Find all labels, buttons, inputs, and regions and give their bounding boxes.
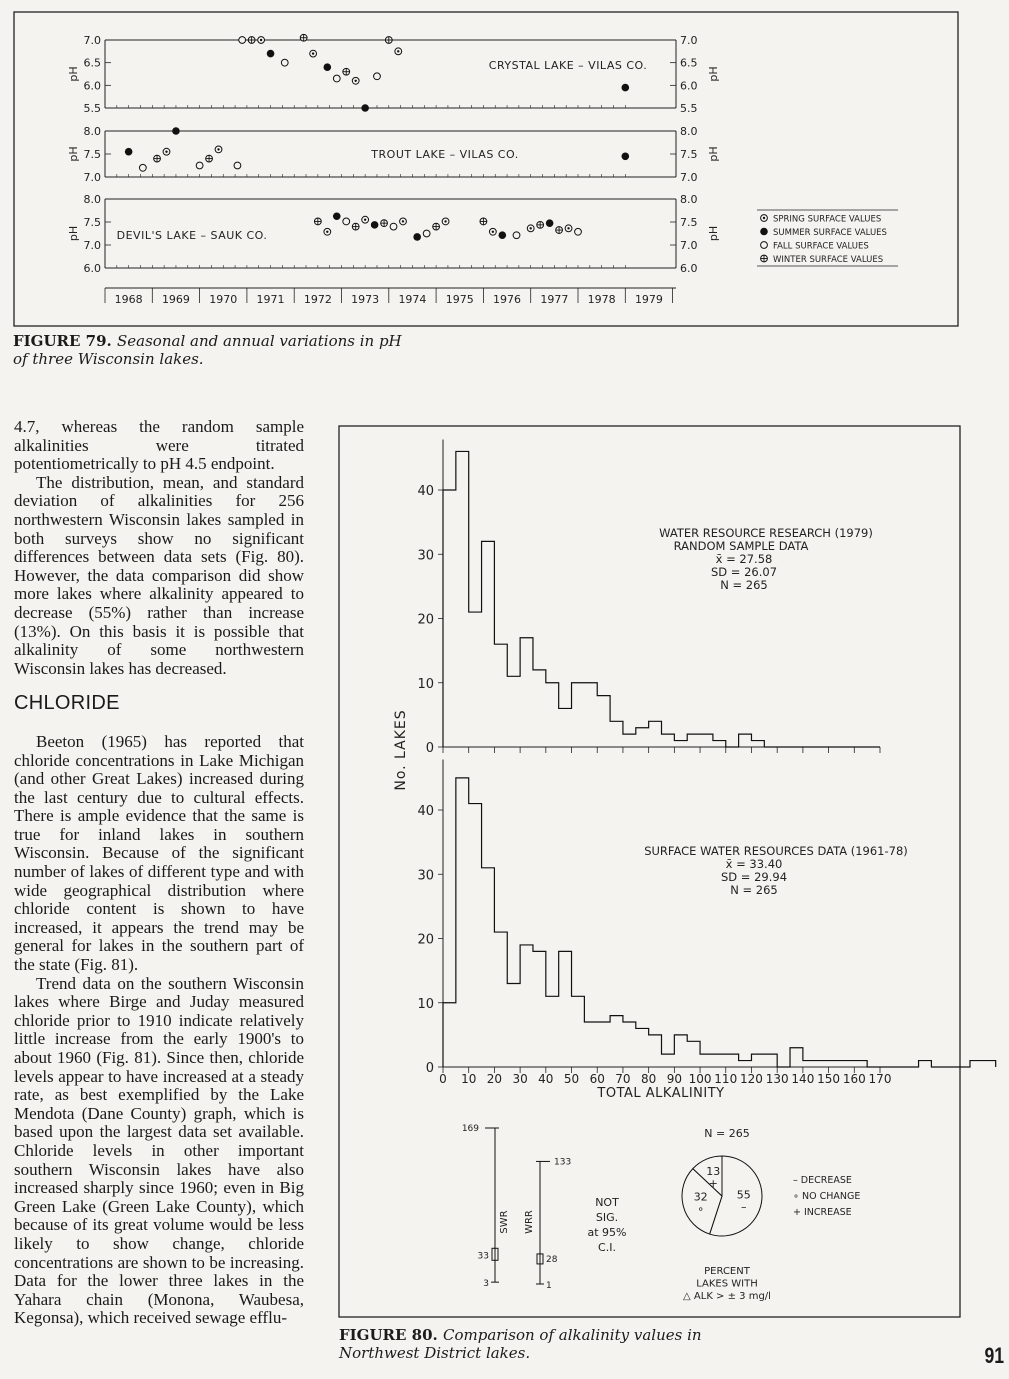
year-label: 1973 <box>351 293 380 306</box>
histogram-bar <box>546 683 559 747</box>
x-tick-label: 130 <box>765 1072 789 1086</box>
histogram-bar <box>764 1054 777 1067</box>
histogram-bar <box>816 1061 829 1067</box>
figure-79-caption-text: Seasonal and annual variations in pH of three Wisconsin lakes. <box>13 332 402 368</box>
histogram-bar <box>841 1061 854 1067</box>
y-tick-label-right: 6.0 <box>680 262 698 275</box>
y-tick-label-right: 7.5 <box>680 216 698 229</box>
histogram-stat: SD = 29.94 <box>720 870 788 884</box>
figure-80-label: FIGURE 80. <box>339 1326 438 1344</box>
histogram-bar <box>494 932 507 1067</box>
histogram-bar <box>687 734 700 747</box>
paragraph-2: The distribution, mean, and standard deviation of alkalinities for 256 northwestern Wisconsin lakes sampled in both surveys show no significant differences between data sets (Fig. 80). However, the data comparison did show more lakes where alkalinity appeared to decrease (55%) rather than increase (13%). On this basis it is possible that alkalinity of some northwestern Wisconsin lakes has decreased. <box>14 472 304 678</box>
x-tick-label: 90 <box>666 1072 682 1086</box>
y-axis-label-right: pH <box>707 66 720 82</box>
legend-label-summer: SUMMER SURFACE VALUES <box>773 228 887 238</box>
y-tick-label: 10 <box>417 676 434 692</box>
y-tick-label: 10 <box>417 996 434 1012</box>
paragraph-4: Trend data on the southern Wisconsin lakes where Birge and Juday measured chloride prior to 1910 indicate relatively little increase from the early 1900's to about 1960 (Fig. 81). Since then, chloride levels appear to have increased at a steady rate, as best exemplified by the Lake Mendota (Dane County) graph, which is based upon the largest data set available. Chloride levels in other important southern Wisconsin lakes have also increased sharply since 1960; even in Big Green Lake (Green Lake County), which because of its great volume would be less likely to show change, chloride concentrations are shown to be increasing. Data for the lower three lakes in the Yahara chain (Monona, Waubesa, Kegonsa), which received sewage efflu- <box>14 973 304 1328</box>
histogram-bar <box>520 945 533 1067</box>
y-tick-label: 30 <box>417 868 434 884</box>
y-tick-label-right: 8.0 <box>680 125 698 138</box>
significance-note: SIG. <box>595 1211 619 1224</box>
histogram-bar <box>597 1022 610 1067</box>
histogram-bar <box>751 1054 764 1067</box>
y-tick-label-left: 6.5 <box>83 56 101 70</box>
histogram-bar <box>520 638 533 747</box>
histogram-bar <box>649 1035 662 1067</box>
y-axis-label: No. LAKES <box>393 709 409 791</box>
paragraph-1: 4.7, whereas the random sample alkalinities were titrated potentiometrically to pH 4.5 endpoint. <box>14 417 304 474</box>
legend-label-fall: FALL SURFACE VALUES <box>773 241 869 252</box>
figure-79-label: FIGURE 79. <box>13 332 112 350</box>
y-tick-label: 20 <box>417 612 434 628</box>
pie-slice-symbol: + <box>708 1176 718 1190</box>
x-tick-label: 80 <box>641 1072 657 1086</box>
pie-n-label: N = 265 <box>704 1127 750 1140</box>
wrr-mean-label: 28 <box>546 1254 558 1265</box>
histogram-bar <box>623 734 636 747</box>
wrr-min-label: 1 <box>546 1281 552 1291</box>
histogram-bar <box>559 708 572 747</box>
histogram-bar <box>970 1061 983 1067</box>
histogram-bar <box>456 778 469 1067</box>
x-tick-label: 40 <box>538 1072 554 1086</box>
histogram-bar <box>610 1016 623 1067</box>
pie-slice-symbol: – <box>740 1200 747 1214</box>
histogram-bar <box>623 1022 636 1067</box>
wrr-max-label: 133 <box>554 1157 572 1168</box>
y-tick-label-left: 7.0 <box>83 171 101 184</box>
x-tick-label: 170 <box>868 1072 892 1086</box>
x-tick-label: 100 <box>688 1072 712 1086</box>
figure-80-caption-text: Comparison of alkalinity values in Northwest District lakes. <box>339 1326 702 1362</box>
x-tick-label: 30 <box>512 1072 528 1086</box>
x-tick-label: 160 <box>842 1072 866 1086</box>
x-tick-label: 110 <box>714 1072 738 1086</box>
x-tick-label: 60 <box>589 1072 605 1086</box>
year-label: 1976 <box>493 293 522 306</box>
significance-note: at 95% <box>587 1226 627 1239</box>
year-label: 1968 <box>114 293 143 306</box>
y-tick-label-right: 5.5 <box>680 102 698 115</box>
y-tick-label: 20 <box>417 932 434 948</box>
year-label: 1969 <box>161 293 190 306</box>
histogram-bar <box>636 1028 649 1067</box>
histogram-bar <box>713 1054 726 1067</box>
section-heading-chloride: CHLORIDE <box>14 692 120 715</box>
panel-title: CRYSTAL LAKE – VILAS CO. <box>488 59 648 72</box>
histogram-bar <box>662 734 675 747</box>
histogram-bar <box>610 721 623 747</box>
pie-caption: △ ALK > ± 3 mg/l <box>683 1291 771 1302</box>
y-tick-label-right: 6.0 <box>680 79 698 93</box>
histogram-subtitle: RANDOM SAMPLE DATA <box>673 539 809 553</box>
pie-slice-symbol: ∘ <box>697 1202 705 1216</box>
pie-slice-label: 32 <box>693 1190 708 1204</box>
year-label: 1971 <box>256 293 285 306</box>
y-tick-label-left: 7.0 <box>83 239 101 252</box>
histogram-bar <box>584 1022 597 1067</box>
histogram-bar <box>700 734 713 747</box>
y-tick-label-left: 7.5 <box>83 148 101 161</box>
histogram-stat: SD = 26.07 <box>710 565 778 579</box>
histogram-bar <box>674 1035 687 1067</box>
page-number: 91 <box>984 1343 1005 1368</box>
y-axis-label-left: pH <box>67 146 80 162</box>
year-label: 1974 <box>398 293 427 306</box>
pie-legend-item: + INCREASE <box>793 1207 852 1218</box>
y-tick-label-right: 6.5 <box>680 56 698 70</box>
histogram-bar <box>584 683 597 747</box>
histogram-bottom <box>417 759 995 1076</box>
histogram-bar <box>482 868 495 1067</box>
y-tick-label-right: 8.0 <box>680 193 698 206</box>
histogram-bar <box>572 683 585 747</box>
x-tick-label: 20 <box>486 1072 503 1086</box>
paragraph-3: Beeton (1965) has reported that chloride concentrations in Lake Michigan (and other Great Lakes) increased during the last century due to cultural effects. There is ample evidence that the same is true for inland lakes in southern Wisconsin. Because of the significant number of lakes of different type and with wide geographical distribution where chloride content is shown to have increased, it appears the trend may be general for lakes in the southern part of the state (Fig. 81). <box>14 731 304 975</box>
histogram-bar <box>751 741 764 747</box>
histogram-bar <box>443 1003 456 1067</box>
histogram-bar <box>469 612 482 747</box>
histogram-stat: x̄ = 27.58 <box>715 552 773 566</box>
legend-label-winter: WINTER SURFACE VALUES <box>773 255 884 265</box>
y-tick-label-left: 5.5 <box>83 102 101 115</box>
histogram-title: WATER RESOURCE RESEARCH (1979) <box>659 526 873 540</box>
x-tick-label: 140 <box>791 1072 815 1086</box>
x-tick-label: 0 <box>439 1072 447 1086</box>
histogram-title: SURFACE WATER RESOURCES DATA (1961-78) <box>644 844 908 858</box>
y-axis-label-right: pH <box>707 146 720 162</box>
year-label: 1979 <box>634 293 663 306</box>
histogram-bar <box>662 1054 675 1067</box>
histogram-bar <box>983 1061 996 1067</box>
histogram-top <box>417 439 880 756</box>
y-tick-label-right: 7.0 <box>680 34 698 47</box>
histogram-bar <box>559 951 572 1067</box>
legend-label-spring: SPRING SURFACE VALUES <box>773 214 882 225</box>
x-tick-label: 120 <box>740 1072 763 1086</box>
year-label: 1978 <box>587 293 616 306</box>
y-tick-label-left: 8.0 <box>83 193 101 206</box>
year-label: 1975 <box>445 293 474 306</box>
y-tick-label-left: 6.0 <box>83 262 101 275</box>
histogram-bar <box>829 1061 842 1067</box>
y-tick-label-right: 7.0 <box>680 171 698 184</box>
y-tick-label: 0 <box>425 1061 434 1076</box>
histogram-bar <box>919 1061 932 1067</box>
histogram-bar <box>713 741 726 747</box>
histogram-bar <box>443 490 456 747</box>
panel-title: TROUT LAKE – VILAS CO. <box>371 148 519 161</box>
panel-title: DEVIL'S LAKE – SAUK CO. <box>116 229 268 242</box>
y-axis-label-right: pH <box>707 225 720 242</box>
y-tick-label-left: 7.5 <box>83 216 101 229</box>
histogram-bar <box>546 996 559 1067</box>
histogram-stat: N = 265 <box>730 883 778 897</box>
y-tick-label-left: 7.0 <box>83 34 101 47</box>
histogram-stat: x̄ = 33.40 <box>725 857 783 871</box>
histogram-bar <box>649 721 662 747</box>
histogram-bar <box>533 670 546 747</box>
significance-note: NOT <box>595 1196 619 1209</box>
histogram-bar <box>674 741 687 747</box>
x-tick-label: 70 <box>615 1072 631 1086</box>
pie-caption: PERCENT <box>704 1266 750 1277</box>
y-axis-label-left: pH <box>67 225 80 242</box>
histogram-bar <box>739 734 752 747</box>
histogram-bar <box>726 1054 739 1067</box>
pie-slice-label: 13 <box>706 1164 721 1178</box>
histogram-bar <box>739 1061 752 1067</box>
y-tick-label: 40 <box>417 484 434 499</box>
wrr-label: WRR <box>524 1210 535 1234</box>
histogram-bar <box>507 983 520 1067</box>
x-tick-label: 10 <box>461 1072 477 1086</box>
y-tick-label-right: 7.0 <box>680 239 698 252</box>
pie-legend-item: – DECREASE <box>793 1175 852 1186</box>
y-tick-label: 30 <box>417 548 434 564</box>
y-tick-label: 0 <box>425 741 434 756</box>
swr-max-label: 169 <box>461 1124 479 1134</box>
histogram-bar <box>494 644 507 747</box>
x-axis-label: TOTAL ALKALINITY <box>597 1086 725 1101</box>
histogram-bar <box>636 728 649 747</box>
histogram-bar <box>507 676 520 747</box>
swr-mean-label: 33 <box>477 1251 489 1262</box>
histogram-bar <box>854 1061 867 1067</box>
y-tick-label-left: 8.0 <box>83 125 101 138</box>
x-tick-label: 50 <box>563 1072 580 1086</box>
figure-80-caption <box>339 1326 759 1362</box>
histogram-bar <box>700 1054 713 1067</box>
histogram-bar <box>533 951 546 1067</box>
pie-caption: LAKES WITH <box>696 1278 758 1290</box>
pie-slice-label: 55 <box>736 1188 751 1202</box>
histogram-bar <box>687 1041 700 1067</box>
histogram-bar <box>469 804 482 1067</box>
histogram-stat: N = 265 <box>720 578 768 592</box>
year-label: 1977 <box>540 293 569 306</box>
swr-min-label: 3 <box>483 1279 489 1290</box>
histogram-bar <box>456 451 469 747</box>
histogram-bar <box>803 1061 816 1067</box>
y-tick-label-left: 6.0 <box>83 79 101 93</box>
histogram-bar <box>597 696 610 747</box>
histogram-bar <box>482 541 495 747</box>
significance-note: C.I. <box>598 1241 616 1254</box>
swr-label: SWR <box>499 1210 510 1234</box>
histogram-bar <box>790 1048 803 1067</box>
x-tick-label: 150 <box>817 1072 841 1086</box>
y-tick-label-right: 7.5 <box>680 148 698 161</box>
year-label: 1970 <box>209 293 238 306</box>
histogram-bar <box>572 996 585 1067</box>
y-tick-label: 40 <box>417 804 434 819</box>
y-axis-label-left: pH <box>67 66 80 82</box>
year-label: 1972 <box>303 293 332 306</box>
pie-legend-item: ∘ NO CHANGE <box>793 1191 861 1202</box>
